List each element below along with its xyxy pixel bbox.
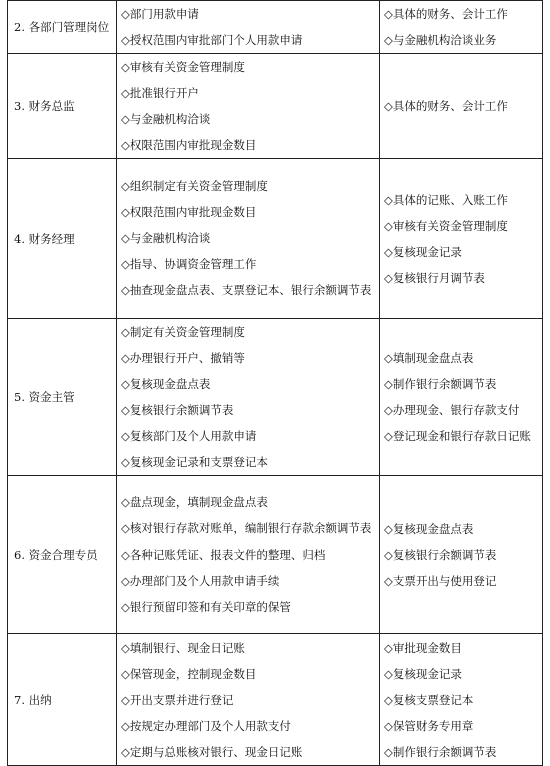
- job-cell: [380, 319, 543, 476]
- job-item: ◇登记现金和银行存款日记账: [384, 429, 531, 443]
- duty-item: ◇与金融机构洽谈: [121, 231, 211, 245]
- role-cell: 2. 各部门管理岗位: [8, 1, 117, 54]
- duty-item: ◇指导、协调资金管理工作: [121, 257, 257, 271]
- job-cell: [380, 159, 543, 319]
- table-row: [8, 159, 543, 319]
- job-item: ◇具体的财务、会计工作: [384, 99, 508, 113]
- duty-item: ◇填制银行、现金日记账: [121, 640, 245, 655]
- job-item: ◇复核银行余额调节表: [384, 547, 497, 562]
- job-item: ◇具体的记账、入账工作: [384, 192, 508, 207]
- role-cell: 5. 资金主管: [8, 319, 117, 476]
- duty-item: ◇复核现金盘点表: [121, 377, 211, 391]
- job-item: ◇复核现金盘点表: [384, 521, 474, 536]
- role-cell: 6. 资金合理专员: [8, 476, 117, 634]
- job-item: ◇复核现金记录: [384, 244, 462, 259]
- table-row: [8, 54, 543, 159]
- responsibility-table: [7, 0, 543, 766]
- role-cell: 4. 财务经理: [8, 159, 117, 319]
- duty-item: ◇权限范围内审批现金数目: [121, 205, 257, 219]
- job-item: ◇填制现金盘点表: [384, 351, 474, 365]
- job-item: ◇保管财务专用章: [384, 718, 474, 733]
- job-item: ◇复核现金记录: [384, 666, 462, 681]
- duty-item: ◇批准银行开户: [121, 86, 199, 100]
- duty-item: ◇定期与总账核对银行、现金日记账: [121, 744, 303, 759]
- duty-item: ◇授权范围内审批部门个人用款申请: [121, 33, 303, 47]
- duty-item: ◇权限范围内审批现金数目: [121, 138, 257, 152]
- job-item: ◇制作银行余额调节表: [384, 377, 497, 391]
- job-item: ◇支票开出与使用登记: [384, 573, 497, 588]
- job-item: ◇复核银行月调节表: [384, 270, 485, 285]
- table-row: [8, 319, 543, 476]
- duty-item: ◇按规定办理部门及个人用款支付: [121, 718, 291, 733]
- duty-item: ◇部门用款申请: [121, 7, 199, 21]
- job-cell: [380, 476, 543, 634]
- duty-item: ◇抽查现金盘点表、支票登记本、银行余额调节表: [121, 283, 372, 297]
- duty-cell: [117, 319, 380, 476]
- table-row: [8, 476, 543, 634]
- duty-item: ◇开出支票并进行登记: [121, 692, 234, 707]
- job-item: ◇办理现金、银行存款支付: [384, 403, 520, 417]
- duty-item: ◇复核现金记录和支票登记本: [121, 455, 268, 469]
- duty-item: ◇银行预留印签和有关印章的保管: [121, 600, 291, 614]
- duty-item: ◇复核部门及个人用款申请: [121, 429, 257, 443]
- job-cell: [380, 634, 543, 766]
- duty-item: ◇办理部门及个人用款申请手续: [121, 574, 280, 588]
- table-row: [8, 634, 543, 766]
- duty-item: ◇复核银行余额调节表: [121, 403, 234, 417]
- table-row: [8, 1, 543, 54]
- duty-cell: [117, 1, 380, 54]
- role-cell: 7. 出纳: [8, 634, 117, 766]
- job-cell: [380, 54, 543, 159]
- duty-item: ◇办理银行开户、撤销等: [121, 351, 245, 365]
- duty-item: ◇各种记账凭证、报表文件的整理、归档: [121, 548, 326, 562]
- duty-cell: [117, 634, 380, 766]
- duty-item: ◇组织制定有关资金管理制度: [121, 179, 268, 193]
- role-cell: 3. 财务总监: [8, 54, 117, 159]
- job-item: ◇与金融机构洽谈业务: [384, 33, 497, 47]
- job-item: ◇审批现金数目: [384, 640, 462, 655]
- duty-item: ◇审核有关资金管理制度: [121, 60, 245, 74]
- duty-item: ◇制定有关资金管理制度: [121, 325, 245, 339]
- job-item: ◇具体的财务、会计工作: [384, 7, 508, 21]
- duty-item: ◇与金融机构洽谈: [121, 112, 211, 126]
- job-item: ◇复核支票登记本: [384, 692, 474, 707]
- duty-item: ◇盘点现金，填制现金盘点表: [121, 495, 268, 509]
- duty-item: ◇保管现金，控制现金数目: [121, 666, 257, 681]
- duty-cell: [117, 159, 380, 319]
- duty-cell: [117, 54, 380, 159]
- job-item: ◇制作银行余额调节表: [384, 744, 497, 759]
- job-item: ◇审核有关资金管理制度: [384, 218, 508, 233]
- job-cell: [380, 1, 543, 54]
- duty-cell: [117, 476, 380, 634]
- duty-item: ◇核对银行存款对账单，编制银行存款余额调节表: [121, 521, 372, 535]
